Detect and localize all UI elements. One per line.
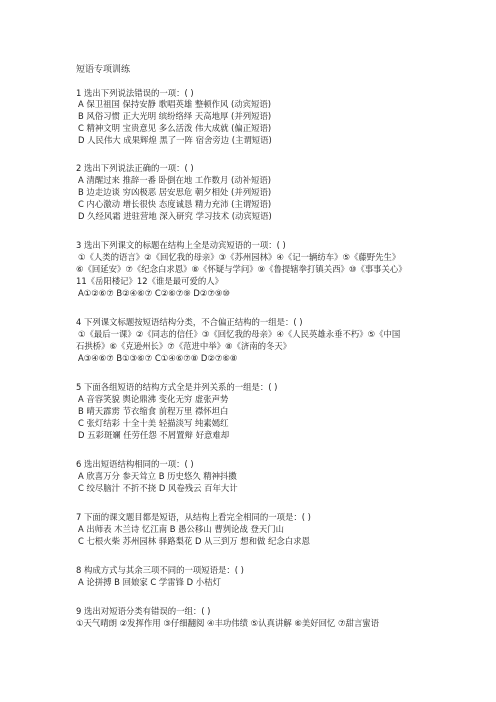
text-line: 5 下面各组短语的结构方式全是并列关系的一组是：( ): [76, 382, 278, 392]
text-line: C 精神文明 宝贵意见 多么活泼 伟大成就 (偏正短语): [78, 123, 272, 133]
text-line: A 欣喜万分 参天耸立 B 历史悠久 精神抖擞: [78, 471, 237, 481]
text-line: A 出师表 木兰诗 忆江南 B 愚公移山 曹刿论战 登天门山: [78, 524, 284, 534]
text-line: B 晴天霹雳 节衣缩食 前程万里 襟怀坦白: [78, 406, 229, 416]
text-line: D 久经风霜 进驻营地 深入研究 学习技术 (动宾短语): [78, 211, 272, 221]
text-line: A 保卫祖国 保持安静 歌唱英雄 整顿作风 (动宾短语): [78, 99, 272, 109]
text-line: B 边走边谈 穷凶极恶 居安思危 朝夕相处 (并列短语): [78, 187, 272, 197]
text-line: 2 选出下列说法正确的一项：( ): [76, 163, 194, 173]
text-line: C 绞尽脑汁 不折不挠 D 风卷残云 百年大计: [78, 483, 238, 493]
text-line: 9 选出对短语分类有错误的一组：( ): [76, 606, 211, 616]
text-line: 7 下面的课文题目都是短语，从结构上看完全相同的一项是：( ): [76, 512, 311, 522]
text-line: 3 选出下列课文的标题在结构上全是动宾短语的一项：( ): [76, 240, 286, 250]
text-line: 8 构成方式与其余三项不同的一项短语是：( ): [76, 565, 244, 575]
text-line: D 五彩斑斓 任劳任怨 不屑置辩 好意难却: [78, 430, 230, 440]
text-line: A 清醒过来 推辞一番 卧倒在地 工作数月 (动补短语): [78, 175, 272, 185]
text-line: C 七根火柴 苏州园林 驿路梨花 D 从三到万 想和做 纪念白求恩: [78, 536, 310, 546]
text-line: C 张灯结彩 十全十美 轻描淡写 纯素嫣红: [78, 418, 229, 428]
text-line: A③④⑥⑦ B①③⑥⑦ C①④⑥⑦⑧ D②⑦⑥⑧: [78, 353, 238, 363]
text-line: 4 下列课文标题按短语结构分类，不合偏正结构的一组是：( ): [76, 317, 303, 327]
text-line: 6 选出短语结构相同的一项：( ): [76, 459, 194, 469]
text-line: ①《最后一课》②《同志的信任》③《回忆我的母亲》④《人民英雄永垂不朽》⑤《中国: [78, 329, 401, 339]
text-line: 石拱桥》⑥《克逊州长》⑦《范进中举》⑧《济南的冬天》: [76, 341, 292, 351]
text-line: A 音容笑貌 舆论鼎沸 变化无穷 虚张声势: [78, 394, 229, 404]
text-line: ①天气晴朗 ②发挥作用 ③仔细翻阅 ④丰功伟绩 ⑤认真讲解 ⑥美好回忆 ⑦甜言蜜语: [76, 618, 380, 628]
page-title: 短语专项训练: [76, 65, 131, 75]
text-line: 1 选出下列说法错误的一项：( ): [76, 88, 194, 98]
text-line: C 内心激动 增长很快 态度诚恳 精力充沛 (主谓短语): [78, 199, 272, 209]
text-line: 11《岳阳楼记》12《谁是最可爱的人》: [76, 276, 223, 286]
text-line: A①②⑥⑦ B②④⑥⑦ C②⑥⑦⑨ D②⑦⑨⑩: [78, 288, 230, 298]
text-line: ⑥《回延安》⑦《纪念白求恩》⑧《怀疑与学问》⑨《鲁提辖拳打镇关西》⑩《事事关心》: [76, 264, 407, 274]
text-line: ①《人类的语言》②《回忆我的母亲》③《苏州园林》④《记一辆纺车》⑤《藤野先生》: [78, 252, 401, 262]
text-line: A 论拼搏 B 回娘家 C 学雷锋 D 小桔灯: [78, 577, 221, 587]
text-line: B 风俗习惯 正大光明 缤纷络绎 天高地厚 (并列短语): [78, 111, 272, 121]
text-line: D 人民伟大 成果辉煌 黑了一阵 宿舍旁边 (主谓短语): [78, 135, 272, 145]
